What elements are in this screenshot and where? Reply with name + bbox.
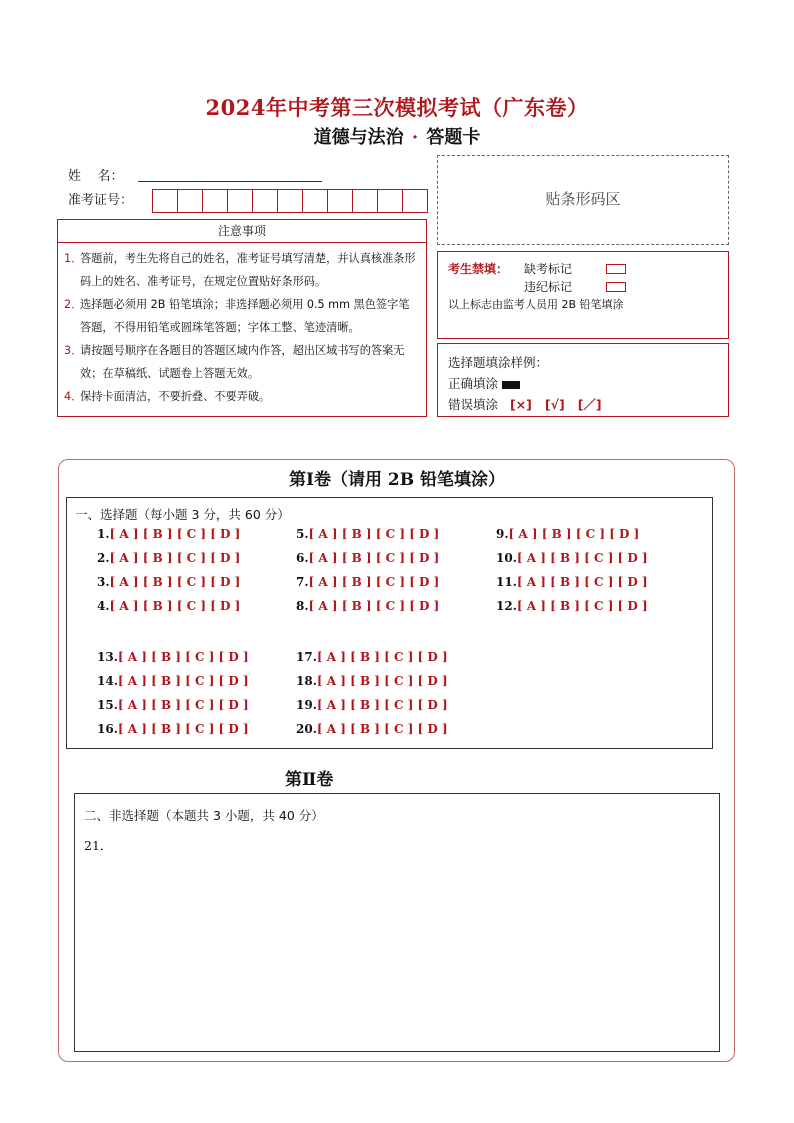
mc-question[interactable]: 12.[ A ] [ B ] [ C ] [ D ] bbox=[496, 599, 648, 613]
sample-wrong: 错误填涂 [×] [√] [／] bbox=[448, 397, 602, 412]
absent-mark-label: 缺考标记 bbox=[524, 262, 573, 276]
violation-mark-label: 违纪标记 bbox=[524, 280, 573, 294]
question-21-label: 21． bbox=[84, 838, 113, 853]
mc-question[interactable]: 5.[ A ] [ B ] [ C ] [ D ] bbox=[296, 527, 440, 541]
filled-mark-icon bbox=[502, 381, 520, 389]
section1-title: 第Ⅰ卷（请用 2B 铅笔填涂） bbox=[289, 470, 505, 490]
mc-question[interactable]: 11.[ A ] [ B ] [ C ] [ D ] bbox=[496, 575, 648, 589]
title-separator: · bbox=[411, 127, 419, 148]
mc-question[interactable]: 8.[ A ] [ B ] [ C ] [ D ] bbox=[296, 599, 440, 613]
notice-item: 4． 保持卡面清洁，不要折叠、不要弄破。 bbox=[64, 390, 271, 403]
exam-id-digit-box[interactable] bbox=[252, 189, 278, 213]
exam-id-digit-box[interactable] bbox=[377, 189, 403, 213]
notice-item: 3． 请按题号顺序在各题目的答题区域内作答，超出区域书写的答案无效；在草稿纸、试题卷上答题无效。 bbox=[64, 344, 405, 380]
mc-question[interactable]: 9.[ A ] [ B ] [ C ] [ D ] bbox=[496, 527, 640, 541]
notice-heading: 注意事项 bbox=[57, 219, 427, 243]
mc-question[interactable]: 4.[ A ] [ B ] [ C ] [ D ] bbox=[97, 599, 241, 613]
section2-title: 第Ⅱ卷 bbox=[285, 770, 334, 790]
subject-label: 道德与法治 bbox=[313, 127, 404, 148]
sample-box bbox=[437, 343, 729, 417]
notice-item: 2． 选择题必须用 2B 铅笔填涂；非选择题必须用 0.5 mm 黑色签字笔答题，不得用铅笔或圆珠笔答题；字体工整、笔迹清晰。 bbox=[64, 298, 410, 334]
page-title: 2024年中考第三次模拟考试（广东卷） bbox=[205, 95, 589, 120]
mc-question[interactable]: 19.[ A ] [ B ] [ C ] [ D ] bbox=[296, 698, 448, 712]
exam-id-digit-box[interactable] bbox=[177, 189, 203, 213]
name-field[interactable] bbox=[138, 181, 322, 182]
ban-box bbox=[437, 251, 729, 339]
exam-id-boxes[interactable] bbox=[152, 189, 427, 213]
name-label: 姓 名： bbox=[68, 169, 124, 184]
mc-question[interactable]: 13.[ A ] [ B ] [ C ] [ D ] bbox=[97, 650, 249, 664]
mc-question[interactable]: 20.[ A ] [ B ] [ C ] [ D ] bbox=[296, 722, 448, 736]
mc-heading: 一、选择题（每小题 3 分，共 60 分） bbox=[75, 507, 290, 522]
id-label: 准考证号： bbox=[68, 193, 134, 208]
mc-question[interactable]: 2.[ A ] [ B ] [ C ] [ D ] bbox=[97, 551, 241, 565]
exam-id-digit-box[interactable] bbox=[277, 189, 303, 213]
ban-note: 以上标志由监考人员用 2B 铅笔填涂 bbox=[448, 298, 624, 311]
mc-question[interactable]: 3.[ A ] [ B ] [ C ] [ D ] bbox=[97, 575, 241, 589]
card-label: 答题卡 bbox=[426, 127, 481, 148]
notice-box bbox=[57, 243, 427, 417]
mc-question[interactable]: 1.[ A ] [ B ] [ C ] [ D ] bbox=[97, 527, 241, 541]
mc-question[interactable]: 14.[ A ] [ B ] [ C ] [ D ] bbox=[97, 674, 249, 688]
mc-question[interactable]: 15.[ A ] [ B ] [ C ] [ D ] bbox=[97, 698, 249, 712]
sample-correct: 正确填涂 bbox=[448, 373, 728, 394]
exam-id-digit-box[interactable] bbox=[327, 189, 353, 213]
exam-id-digit-box[interactable] bbox=[352, 189, 378, 213]
mc-question[interactable]: 17.[ A ] [ B ] [ C ] [ D ] bbox=[296, 650, 448, 664]
wrong-marks: [×] [√] [／] bbox=[509, 397, 602, 412]
exam-id-digit-box[interactable] bbox=[202, 189, 228, 213]
mc-question[interactable]: 18.[ A ] [ B ] [ C ] [ D ] bbox=[296, 674, 448, 688]
mc-question[interactable]: 10.[ A ] [ B ] [ C ] [ D ] bbox=[496, 551, 648, 565]
mc-question[interactable]: 6.[ A ] [ B ] [ C ] [ D ] bbox=[296, 551, 440, 565]
essay-answer-box[interactable] bbox=[74, 793, 720, 1052]
exam-id-digit-box[interactable] bbox=[402, 189, 428, 213]
essay-heading: 二、非选择题（本题共 3 小题，共 40 分） bbox=[84, 808, 324, 823]
exam-id-digit-box[interactable] bbox=[302, 189, 328, 213]
violation-mark-box[interactable] bbox=[606, 282, 626, 292]
exam-id-digit-box[interactable] bbox=[227, 189, 253, 213]
ban-label: 考生禁填： bbox=[448, 262, 509, 276]
absent-mark-box[interactable] bbox=[606, 264, 626, 274]
exam-id-digit-box[interactable] bbox=[152, 189, 178, 213]
notice-item: 1． 答题前，考生先将自己的姓名，准考证号填写清楚，并认真核准条形码上的姓名、准考证号，在规定位置贴好条形码。 bbox=[64, 252, 416, 288]
barcode-area: 贴条形码区 bbox=[437, 155, 729, 245]
mc-question[interactable]: 7.[ A ] [ B ] [ C ] [ D ] bbox=[296, 575, 440, 589]
sample-heading: 选择题填涂样例： bbox=[448, 355, 549, 370]
page-subtitle bbox=[0, 123, 794, 149]
mc-question[interactable]: 16.[ A ] [ B ] [ C ] [ D ] bbox=[97, 722, 249, 736]
